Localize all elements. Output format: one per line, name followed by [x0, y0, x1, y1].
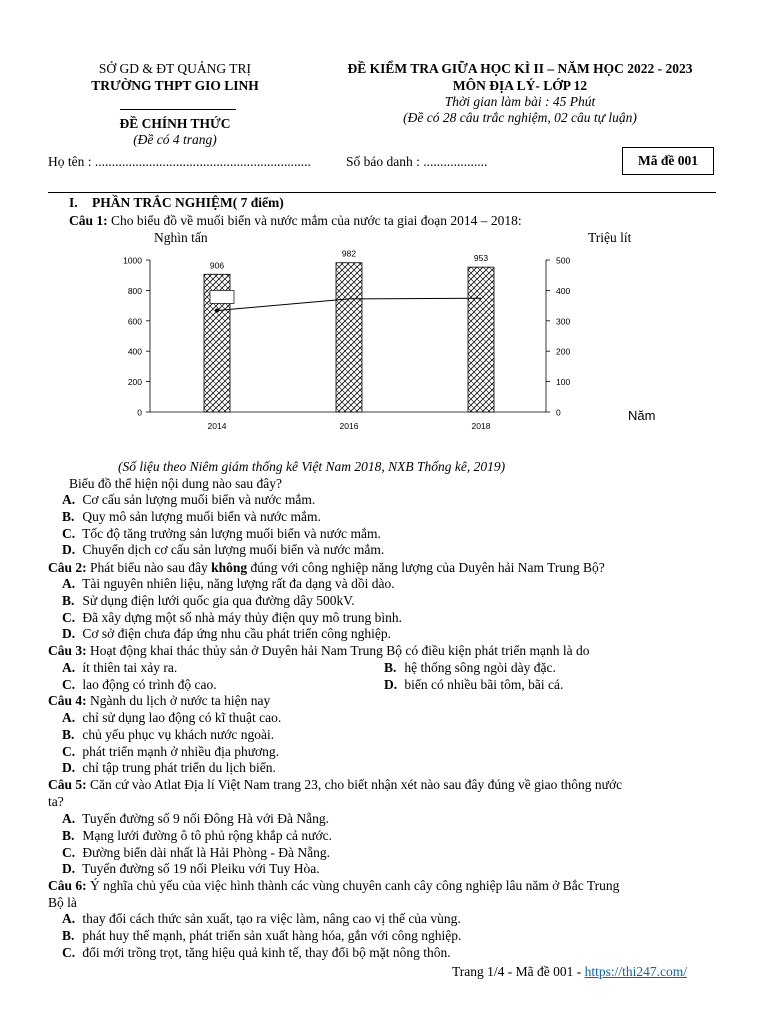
chart-xlabel: Năm [628, 408, 656, 423]
option-key: D. [384, 677, 398, 692]
option-key: A. [62, 492, 76, 507]
right-tick-label: 400 [556, 285, 571, 296]
answer-option-c[interactable] [62, 845, 330, 861]
page-footer [452, 964, 687, 980]
answer-option-d[interactable] [62, 861, 320, 877]
option-key: A. [62, 660, 76, 675]
question-text-after: đúng với công nghiệp năng lượng của Duyên hải Nam Trung Bộ? [247, 560, 605, 575]
question-label: Câu 5: [48, 777, 87, 792]
option-text: Mạng lưới đường ô tô phủ rộng khắp cả nước. [79, 827, 332, 843]
question-3 [48, 643, 589, 659]
school-name: TRƯỜNG THPT GIO LINH [91, 78, 259, 93]
option-key: B. [384, 660, 397, 675]
option-key: B. [62, 508, 75, 524]
salt-bar-value: 953 [473, 253, 489, 264]
option-text: hệ thống sông ngòi dày đặc. [401, 660, 556, 675]
option-key: C. [62, 944, 76, 960]
right-tick-label: 500 [556, 255, 571, 266]
chart-ylabel-left: Nghìn tấn [154, 230, 208, 245]
option-text: phát triển mạnh ở nhiều địa phương. [79, 743, 280, 759]
answer-option-c[interactable] [62, 744, 279, 760]
answer-option-a[interactable] [62, 660, 177, 676]
salt-bar [468, 267, 494, 412]
option-text: Cơ sở điện chưa đáp ứng nhu cầu phát triển công nghiệp. [79, 626, 391, 642]
option-text: Sử dụng điện lưới quốc gia qua đường dây 500kV. [79, 592, 355, 608]
question-label: Câu 1: [69, 213, 108, 228]
answer-option-d[interactable] [62, 760, 276, 776]
section-title: PHẦN TRẮC NGHIỆM( 7 điểm) [92, 195, 284, 210]
chart-ylabel-right: Triệu lít [588, 230, 632, 245]
answer-option-a[interactable] [62, 811, 329, 827]
footer-text: Trang 1/4 - Mã đề 001 - [452, 964, 585, 979]
option-key: B. [62, 927, 75, 943]
answer-option-b[interactable] [62, 928, 461, 944]
question-5 [48, 777, 622, 793]
question-label: Câu 3: [48, 643, 87, 658]
question-text: Ngành du lịch ở nước ta hiện nay [90, 693, 271, 708]
answer-option-d[interactable] [384, 677, 563, 693]
question-6-cont: Bộ là [48, 895, 77, 910]
question-5-cont: ta? [48, 794, 64, 809]
right-tick-label: 0 [556, 407, 561, 418]
footer-link[interactable]: https://thi247.com/ [584, 964, 688, 979]
option-text: phát huy thế mạnh, phát triển sản xuất hàng hóa, gắn với công nghiệp. [79, 927, 462, 943]
question-6 [48, 878, 619, 894]
option-key: A. [62, 576, 76, 591]
option-text: Chuyển dịch cơ cấu sản lượng muối biển và nước mắm. [79, 542, 385, 558]
student-name-field[interactable]: Họ tên : ................................................................ [48, 154, 311, 169]
x-tick-label: 2018 [471, 421, 491, 431]
answer-option-a[interactable] [62, 492, 315, 508]
answer-option-c[interactable] [62, 610, 402, 626]
official-label: ĐỀ CHÍNH THỨC [119, 116, 231, 131]
option-text: chỉ tập trung phát triển du lịch biển. [79, 760, 276, 776]
option-text: Tuyến đường số 19 nối Pleiku với Tuy Hòa. [79, 861, 320, 877]
left-tick-label: 800 [127, 285, 142, 296]
question-count: (Đề có 28 câu trắc nghiệm, 02 câu tự luận) [403, 110, 637, 125]
option-key: B. [62, 592, 75, 608]
question-1-ask: Biểu đồ thể hiện nội dung nào sau đây? [69, 476, 282, 491]
answer-option-b[interactable] [62, 828, 332, 844]
question-text: Cho biểu đồ về muối biển và nước mắm của nước ta giai đoạn 2014 – 2018: [111, 213, 522, 228]
answer-option-a[interactable] [62, 576, 395, 592]
option-key: D. [62, 760, 76, 776]
option-key: A. [62, 710, 76, 725]
option-text: Quy mô sản lượng muối biển và nước mắm. [79, 508, 321, 524]
x-tick-label: 2014 [207, 421, 227, 431]
time-limit: Thời gian làm bài : 45 Phút [444, 94, 596, 109]
exam-title: ĐỀ KIỂM TRA GIỮA HỌC KÌ II – NĂM HỌC 2022 - 2023 [347, 61, 693, 76]
answer-option-b[interactable] [62, 727, 274, 743]
left-tick-label: 400 [127, 346, 142, 357]
answer-option-b[interactable] [62, 593, 355, 609]
option-text: Cơ cấu sản lượng muối biển và nước mắm. [79, 492, 316, 507]
option-text: Đã xây dựng một số nhà máy thủy điện quy mô trung bình. [79, 609, 403, 625]
answer-option-a[interactable] [62, 911, 461, 927]
option-key: D. [62, 626, 76, 642]
left-tick-label: 0 [137, 407, 142, 418]
option-text: biển có nhiều bãi tôm, bãi cá. [401, 677, 564, 692]
option-key: C. [62, 525, 76, 541]
question-label: Câu 2: [48, 560, 87, 575]
right-tick-label: 200 [556, 346, 571, 357]
option-text: Tốc độ tăng trưởng sản lượng muối biển và nước mắm. [79, 525, 381, 541]
salt-bar [336, 263, 362, 412]
chart-source: (Số liệu theo Niêm giám thống kê Việt Nam 2018, NXB Thống kê, 2019) [118, 459, 506, 474]
section-number: I. [69, 195, 78, 210]
option-key: A. [62, 811, 76, 826]
answer-option-b[interactable] [384, 660, 556, 676]
option-key: D. [62, 542, 76, 558]
option-key: D. [62, 861, 76, 877]
answer-option-a[interactable] [62, 710, 281, 726]
department-name: SỞ GD & ĐT QUẢNG TRỊ [98, 61, 252, 76]
option-text: lao động có trình độ cao. [79, 677, 217, 692]
option-key: C. [62, 609, 76, 625]
right-tick-label: 300 [556, 316, 571, 327]
answer-option-d[interactable] [62, 542, 384, 558]
option-text: đổi mới trồng trọt, tăng hiệu quả kinh tế, thay đổi bộ mặt nông thôn. [79, 944, 451, 960]
exam-code-box: Mã đề 001 [622, 147, 714, 175]
question-text: Hoạt động khai thác thủy sản ở Duyên hải Nam Trung Bộ có điều kiện phát triển mạnh là do [90, 643, 590, 658]
salt-bar-value: 982 [341, 248, 357, 259]
option-text: Đường biển dài nhất là Hải Phòng - Đà Nẵng. [79, 844, 331, 860]
option-key: A. [62, 911, 76, 926]
left-tick-label: 600 [127, 316, 142, 327]
left-tick-label: 1000 [123, 255, 142, 266]
option-key: B. [62, 726, 75, 742]
question-label: Câu 6: [48, 878, 87, 893]
question-label: Câu 4: [48, 693, 87, 708]
option-text: Tuyến đường số 9 nối Đông Hà với Đà Nẵng. [79, 811, 329, 826]
option-key: B. [62, 827, 75, 843]
right-tick-label: 100 [556, 377, 571, 388]
option-text: ít thiên tai xảy ra. [79, 660, 178, 675]
fish-sauce-point [215, 308, 219, 312]
question-text: Ý nghĩa chủ yếu của việc hình thành các vùng chuyên canh cây công nghiệp lâu năm ở Bắc Trung [90, 878, 620, 893]
option-key: C. [62, 677, 76, 692]
student-id-field[interactable]: Số báo danh : ................... [346, 154, 488, 169]
option-key: C. [62, 743, 76, 759]
salt-fish-sauce-chart [0, 0, 768, 460]
answer-option-b[interactable] [62, 509, 321, 525]
option-text: Tài nguyên nhiên liệu, năng lượng rất đa dạng và dồi dào. [79, 576, 395, 591]
option-key: C. [62, 844, 76, 860]
question-2 [48, 560, 605, 576]
answer-option-d[interactable] [62, 626, 391, 642]
x-tick-label: 2016 [339, 421, 359, 431]
left-tick-label: 200 [127, 377, 142, 388]
answer-option-c[interactable] [62, 945, 451, 961]
answer-option-c[interactable] [62, 677, 217, 693]
question-text-before: Phát biểu nào sau đây [90, 560, 212, 575]
option-text: chủ yếu phục vụ khách nước ngoài. [79, 726, 275, 742]
question-4 [48, 693, 270, 709]
option-text: thay đổi cách thức sản xuất, tạo ra việc làm, nâng cao vị thế của vùng. [79, 911, 461, 926]
salt-bar-value: 906 [209, 260, 225, 271]
option-text: chỉ sử dụng lao động có kĩ thuật cao. [79, 710, 282, 725]
page-count: (Đề có 4 trang) [133, 132, 217, 147]
question-text: Căn cứ vào Atlat Địa lí Việt Nam trang 23, cho biết nhận xét nào sau đây đúng về giao thông nước [90, 777, 623, 792]
subject-title: MÔN ĐỊA LÝ- LỚP 12 [452, 78, 588, 93]
question-text-emphasis: không [211, 560, 248, 575]
fish-sauce-label-box [210, 290, 234, 303]
answer-option-c[interactable] [62, 526, 381, 542]
